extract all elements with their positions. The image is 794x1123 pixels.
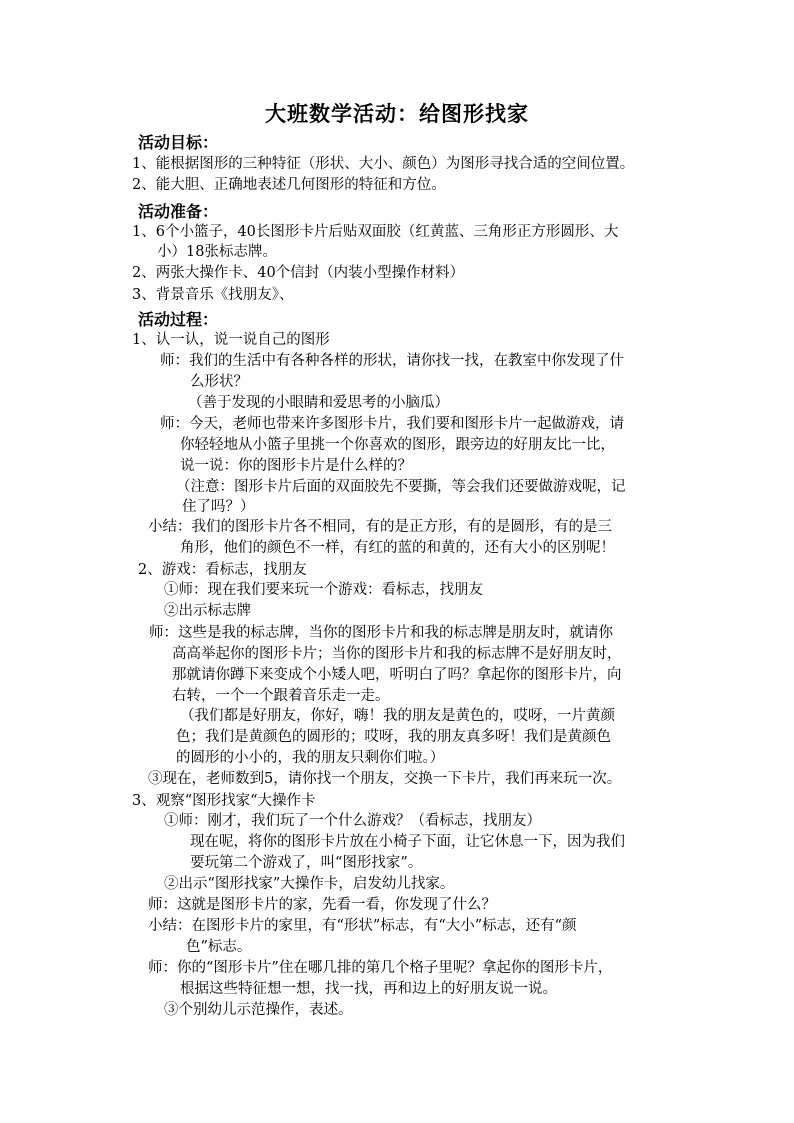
goals-line: 1、能根据图形的三种特征（形状、大小、颜色）为图形寻找合适的空间位置。: [132, 156, 635, 172]
process-line: 师：今天，老师也带来许多图形卡片，我们要和图形卡片一起做游戏，请: [160, 416, 624, 432]
prep-line: 1、6个小篮子，40长图形卡片后贴双面胶（红黄蓝、三角形正方形圆形、大: [132, 224, 619, 240]
process-line: 角形，他们的颜色不一样，有红的蓝的和黄的，还有大小的区别呢！: [180, 540, 615, 556]
process-line: 的圆形的小小的，我的朋友只剩你们啦。）: [176, 750, 445, 766]
process-line: ①师：刚才，我们玩了一个什么游戏？（看标志，找朋友）: [164, 813, 541, 829]
process-line: ③个别幼儿示范操作，表述。: [164, 1002, 353, 1018]
process-line: 师：你的“图形卡片”住在哪几排的第几个格子里呢？拿起你的图形卡片，: [148, 960, 613, 976]
prep-line: 3、背景音乐《找朋友》、: [132, 287, 294, 303]
process-heading: 活动过程：: [138, 310, 219, 329]
process-line: ①师：现在我们要来玩一个游戏：看标志，找朋友: [164, 582, 483, 598]
prep-line: 2、两张大操作卡、40个信封（内装小型操作材料）: [132, 265, 465, 281]
process-line: ②出示“图形找家”大操作卡，启发幼儿找家。: [164, 876, 455, 892]
process-line: ③现在，老师数到5，请你找一个朋友，交换一下卡片，我们再来玩一次。: [148, 771, 622, 787]
goals-heading: 活动目标：: [138, 133, 219, 152]
goals-line: 2、能大胆、正确地表述几何图形的特征和方位。: [132, 177, 446, 193]
prep-line: 小）18张标志牌。: [157, 244, 277, 260]
process-line: 色；我们是黄颜色的圆形的；哎呀，我的朋友真多呀！我们是黄颜色: [176, 729, 611, 745]
process-line: 那就请你蹲下来变成个小矮人吧，听明白了吗？拿起你的图形卡片，向: [172, 667, 622, 683]
process-line: 3、观察“图形找家“大操作卡: [132, 793, 316, 809]
process-line: 要玩第二个游戏了，叫“图形找家”。: [190, 855, 423, 871]
process-line: （注意：图形卡片后面的双面胶先不要撕，等会我们还要做游戏呢，记: [176, 479, 626, 495]
process-line: 现在呢，将你的图形卡片放在小椅子下面，让它休息一下，因为我们: [190, 834, 625, 850]
process-line: 根据这些特征想一想，找一找，再和边上的好朋友说一说。: [180, 981, 557, 997]
process-line: 小结：我们的图形卡片各不相同，有的是正方形，有的是圆形，有的是三: [148, 519, 612, 535]
document-title: 大班数学活动：给图形找家: [265, 101, 529, 126]
process-line: 师：这些是我的标志牌，当你的图形卡片和我的标志牌是朋友时，就请你: [149, 625, 613, 641]
process-line: 师：我们的生活中有各种各样的形状，请你找一找，在教室中你发现了什: [160, 353, 624, 369]
process-line: 住了吗？）: [182, 499, 255, 515]
process-line: 高高举起你的图形卡片；当你的图形卡片和我的标志牌不是好朋友时，: [172, 646, 622, 662]
process-line: 小结：在图形卡片的家里，有“形状”标志，有“大小”标志，还有“颜: [148, 918, 577, 934]
process-line: ②出示标志牌: [164, 603, 251, 619]
process-line: 说一说：你的图形卡片是什么样的？: [180, 458, 412, 474]
process-line: 么形状？: [190, 374, 248, 390]
process-line: 你轻轻地从小篮子里挑一个你喜欢的图形，跟旁边的好朋友比一比，: [180, 437, 615, 453]
process-line: 师：这就是图形卡片的家，先看一看，你发现了什么？: [148, 897, 496, 913]
process-line: 右转，一个一个跟着音乐走一走。: [172, 688, 390, 704]
process-line: 色”标志。: [186, 939, 252, 955]
process-line: 1、认一认，说一说自己的图形: [132, 332, 330, 348]
prep-heading: 活动准备：: [138, 202, 219, 221]
process-line: 2、游戏：看标志，找朋友: [138, 562, 307, 578]
process-line: （善于发现的小眼睛和爱思考的小脑瓜）: [188, 395, 449, 411]
process-line: （我们都是好朋友，你好，嗨！我的朋友是黄色的，哎呀，一片黄颜: [180, 708, 615, 724]
